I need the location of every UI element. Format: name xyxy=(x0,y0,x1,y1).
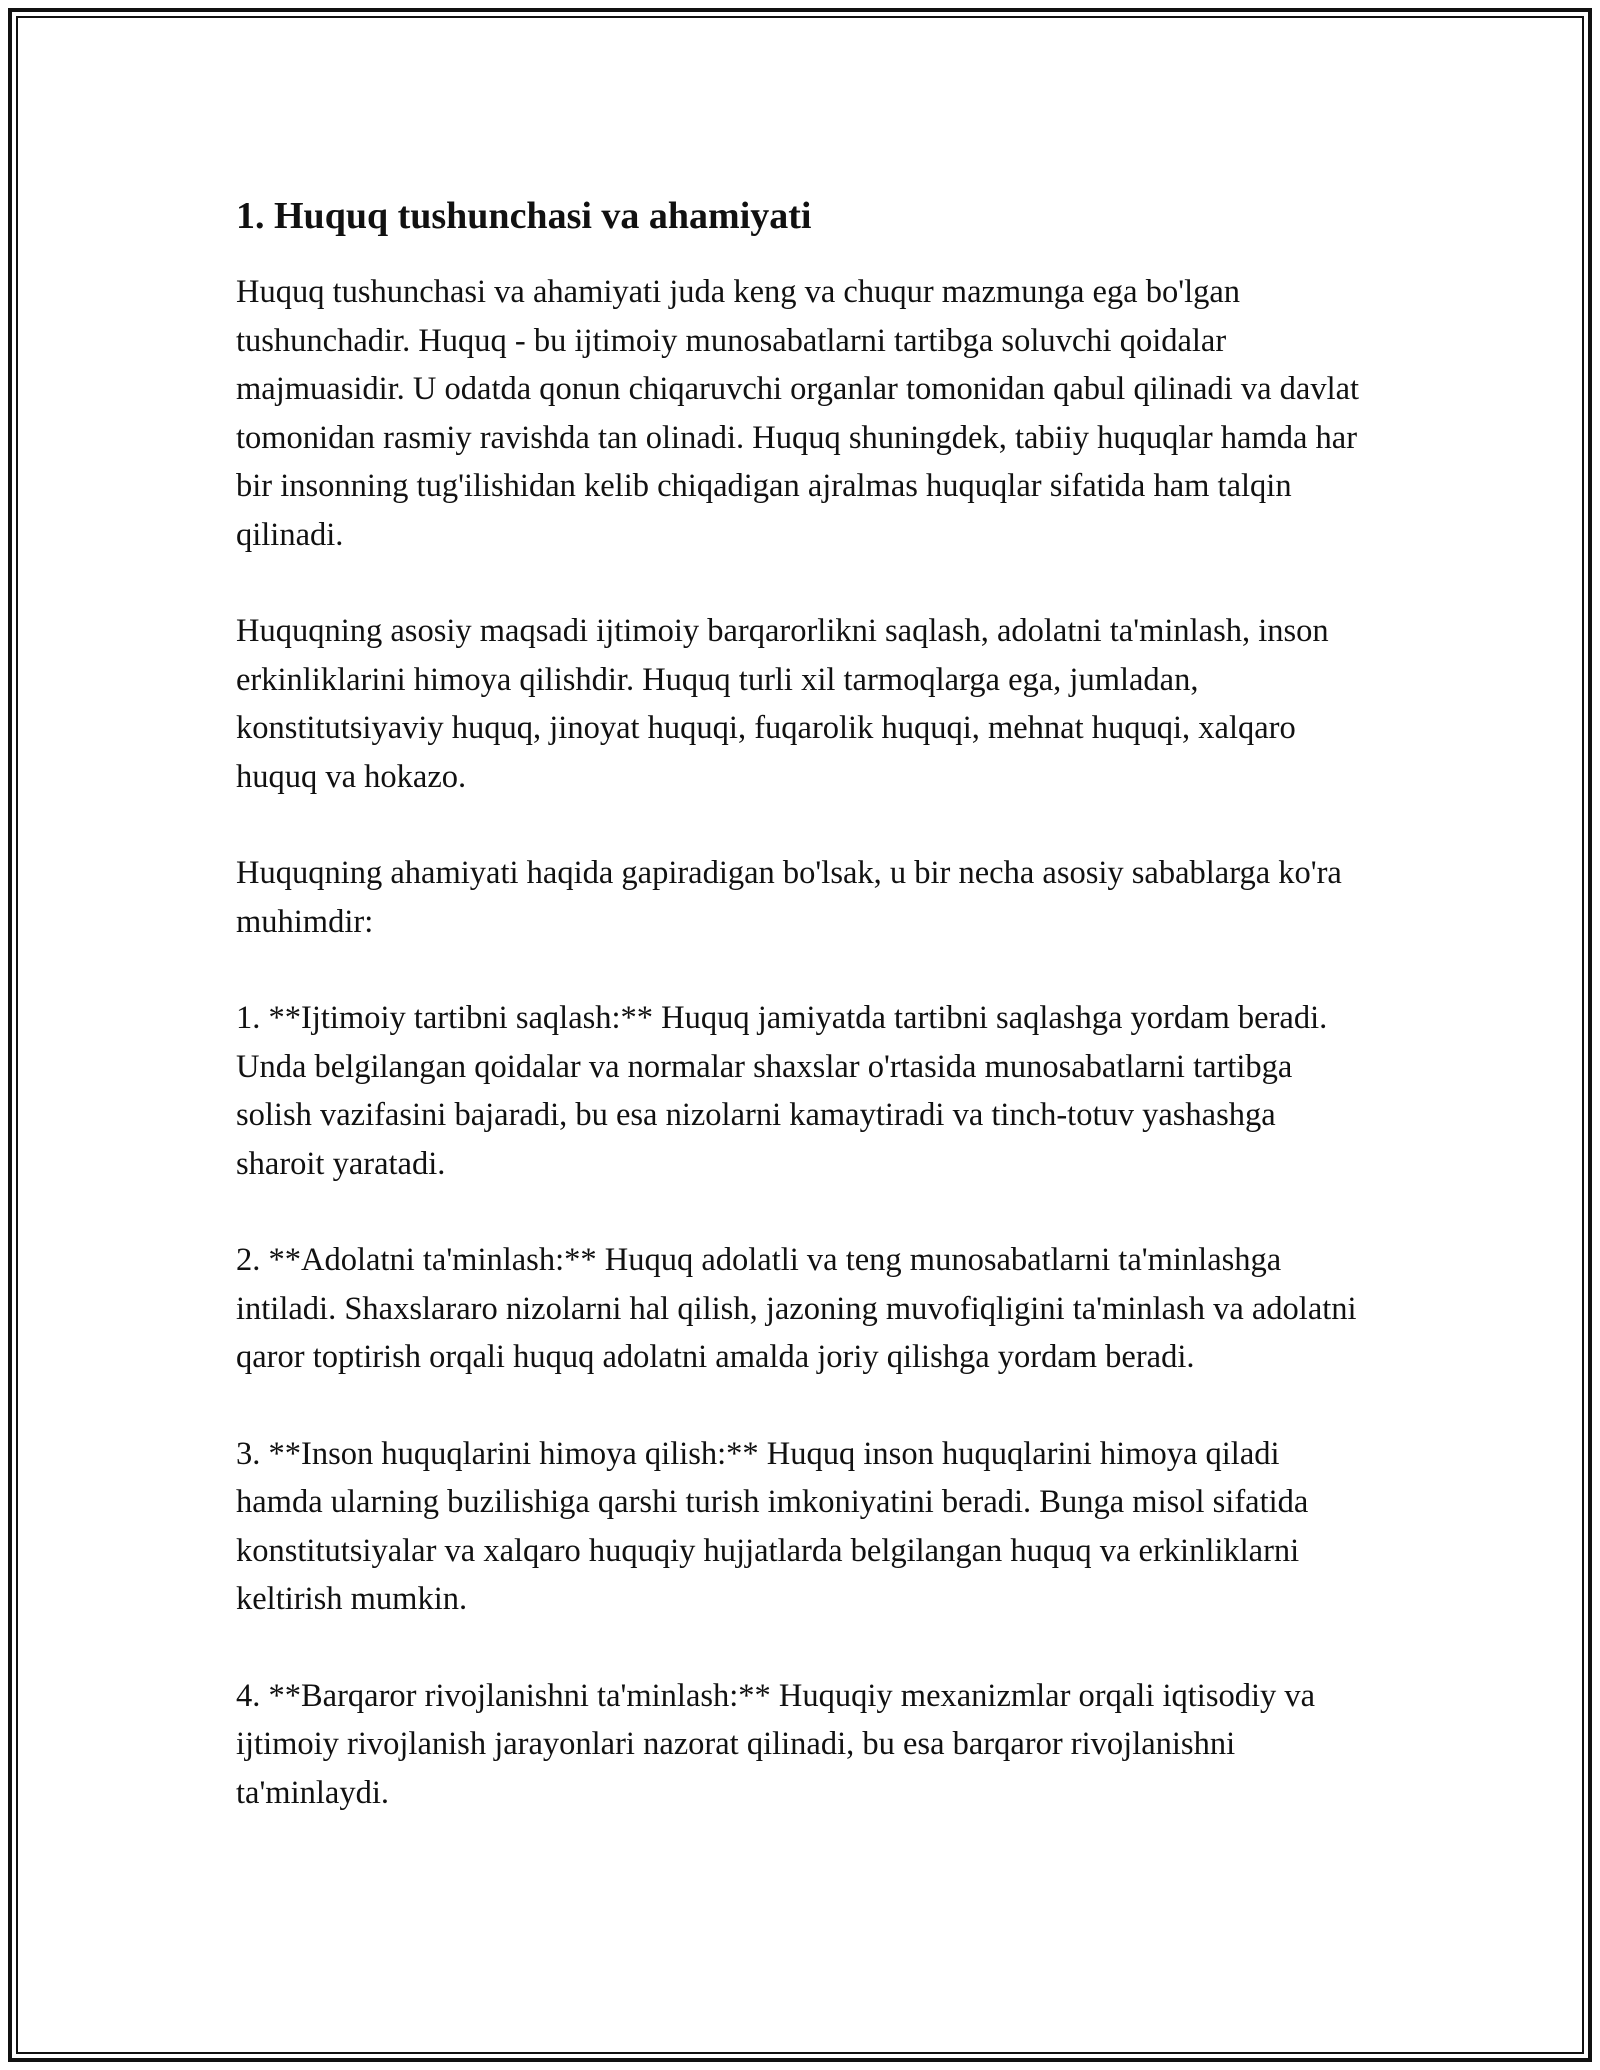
paragraph-importance-intro: Huquqning ahamiyati haqida gapiradigan bo'lsak, u bir necha asosiy sabablarga ko'ra muhimdir: xyxy=(236,855,1342,940)
list-item-human-rights: 3. **Inson huquqlarini himoya qilish:** Huquq inson huquqlarini himoya qiladi hamda ularning buzilishiga qarshi turish imkoniyatini beradi. Bunga misol sifatida konstitutsiyalar va xalqaro huquqiy hujjatlarda belgilangan huquq va erkinliklarni keltirish mumkin. xyxy=(236,1435,1309,1617)
document-body xyxy=(236,190,1366,1817)
list-item-sustainable-development: 4. **Barqaror rivojlanishni ta'minlash:** Huquqiy mexanizmlar orqali iqtisodiy va ijtimoiy rivojlanish jarayonlari nazorat qilinadi, bu esa barqaror rivojlanishni ta'minlaydi. xyxy=(236,1677,1316,1811)
section-heading: 1. Huquq tushunchasi va ahamiyati xyxy=(236,195,812,237)
paragraph-definition: Huquq tushunchasi va ahamiyati juda keng va chuqur mazmunga ega bo'lgan tushunchadir. Huquq - bu ijtimoiy munosabatlarni tartibga soluvchi qoidalar majmuasidir. U odatda qonun chiqaruvchi organlar tomonidan qabul qilinadi va davlat tomonidan rasmiy ravishda tan olinadi. Huquq shuningdek, tabiiy huquqlar hamda har bir insonning tug'ilishidan kelib chiqadigan ajralmas huquqlar sifatida ham talqin qilinadi. xyxy=(236,274,1360,553)
list-item-social-order: 1. **Ijtimoiy tartibni saqlash:** Huquq jamiyatda tartibni saqlashga yordam beradi. Unda belgilangan qoidalar va normalar shaxslar o'rtasida munosabatlarni tartibga solish vazifasini bajaradi, bu esa nizolarni kamaytiradi va tinch-totuv yashashga sharoit yaratadi. xyxy=(236,1000,1328,1182)
list-item-justice: 2. **Adolatni ta'minlash:** Huquq adolatli va teng munosabatlarni ta'minlashga intiladi. Shaxslararo nizolarni hal qilish, jazoning muvofiqligini ta'minlash va adolatni qaror toptirish orqali huquq adolatni amalda joriy qilishga yordam beradi. xyxy=(236,1242,1357,1375)
paragraph-purpose: Huquqning asosiy maqsadi ijtimoiy barqarorlikni saqlash, adolatni ta'minlash, inson erkinliklarini himoya qilishdir. Huquq turli xil tarmoqlarga ega, jumladan, konstitutsiyaviy huquq, jinoyat huquqi, fuqarolik huquqi, mehnat huquqi, xalqaro huquq va hokazo. xyxy=(236,613,1329,795)
